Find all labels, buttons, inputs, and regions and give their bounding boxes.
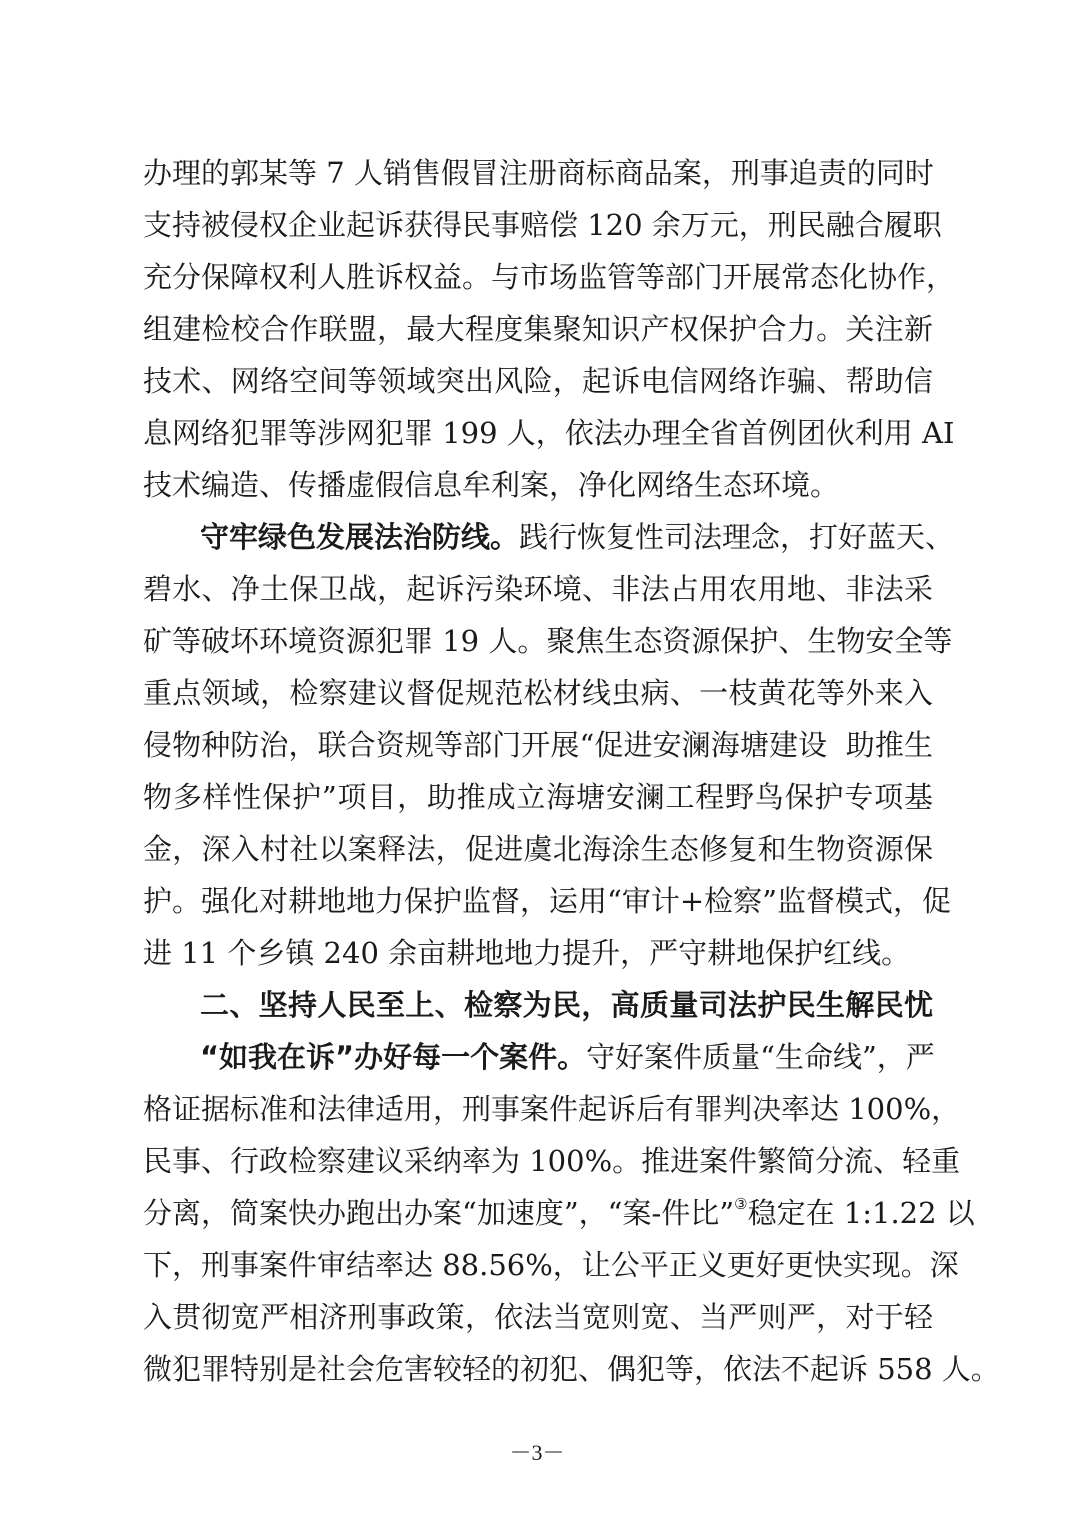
paragraph-1-line-5: 技术、网络空间等领域突出风险，起诉电信网络诈骗、帮助信 [143, 364, 933, 398]
paragraph-2-line-1 [200, 511, 955, 563]
paragraph-1-line-3: 充分保障权利人胜诉权益。与市场监管等部门开展常态化协作， [143, 260, 956, 294]
section-heading: 二、坚持人民至上、检察为民，高质量司法护民生解民忧 [200, 988, 933, 1022]
page-number: －3－ [509, 1440, 565, 1465]
paragraph-2-line-1-text: 践行恢复性司法理念，打好蓝天、 [519, 520, 955, 554]
paragraph-3-line-2: 格证据标准和法律适用，刑事案件起诉后有罪判决率达 100%， [143, 1092, 961, 1126]
paragraph-2-line-8: 护。强化对耕地地力保护监督，运用“审计+检察”监督模式，促 [143, 884, 951, 918]
paragraph-3-line-4-text-after: 稳定在 1:1.22 以 [747, 1196, 975, 1230]
paragraph-3-line-4 [143, 1187, 975, 1239]
paragraph-2-lead-heading: 守牢绿色发展法治防线。 [200, 520, 520, 554]
paragraph-3-lead-heading: “如我在诉”办好每一个案件。 [200, 1040, 587, 1074]
paragraph-3-line-1-text: 守好案件质量“生命线”，严 [586, 1040, 935, 1074]
paragraph-1-line-1: 办理的郭某等 7 人销售假冒注册商标商品案，刑事追责的同时 [143, 156, 934, 190]
paragraph-2-line-5: 侵物种防治，联合资规等部门开展“促进安澜海塘建设 助推生 [143, 728, 933, 762]
paragraph-1-line-2: 支持被侵权企业起诉获得民事赔偿 120 余万元，刑民融合履职 [143, 208, 942, 242]
paragraph-1-line-6: 息网络犯罪等涉网犯罪 199 人，依法办理全省首例团伙利用 AI [143, 416, 955, 450]
paragraph-1-line-7: 技术编造、传播虚假信息牟利案，净化网络生态环境。 [143, 468, 840, 502]
paragraph-2-line-6: 物多样性保护”项目，助推成立海塘安澜工程野鸟保护专项基 [143, 780, 933, 814]
paragraph-2-line-9: 进 11 个乡镇 240 余亩耕地地力提升，严守耕地保护红线。 [143, 936, 911, 970]
footnote-marker: ③ [734, 1195, 748, 1213]
paragraph-2-line-4: 重点领域，检察建议督促规范松材线虫病、一枝黄花等外来入 [143, 676, 933, 710]
paragraph-3-line-5: 下，刑事案件审结率达 88.56%，让公平正义更好更快实现。深 [143, 1248, 959, 1282]
paragraph-3-line-6: 入贯彻宽严相济刑事政策，依法当宽则宽、当严则严，对于轻 [143, 1300, 933, 1334]
paragraph-3-line-1 [200, 1031, 933, 1083]
paragraph-3-line-7: 微犯罪特别是社会危害较轻的初犯、偶犯等，依法不起诉 558 人。 [143, 1352, 1000, 1386]
paragraph-1-line-4: 组建检校合作联盟，最大程度集聚知识产权保护合力。关注新 [143, 312, 933, 346]
paragraph-3-line-4-text-before: 分离，简案快办跑出办案“加速度”，“案-件比” [143, 1196, 735, 1230]
paragraph-2-line-3: 矿等破坏环境资源犯罪 19 人。聚焦生态资源保护、生物安全等 [143, 624, 953, 658]
paragraph-2-line-2: 碧水、净土保卫战，起诉污染环境、非法占用农用地、非法采 [143, 572, 933, 606]
paragraph-2-line-7: 金，深入村社以案释法，促进虞北海涂生态修复和生物资源保 [143, 832, 933, 866]
paragraph-3-line-3: 民事、行政检察建议采纳率为 100%。推进案件繁简分流、轻重 [143, 1144, 961, 1178]
